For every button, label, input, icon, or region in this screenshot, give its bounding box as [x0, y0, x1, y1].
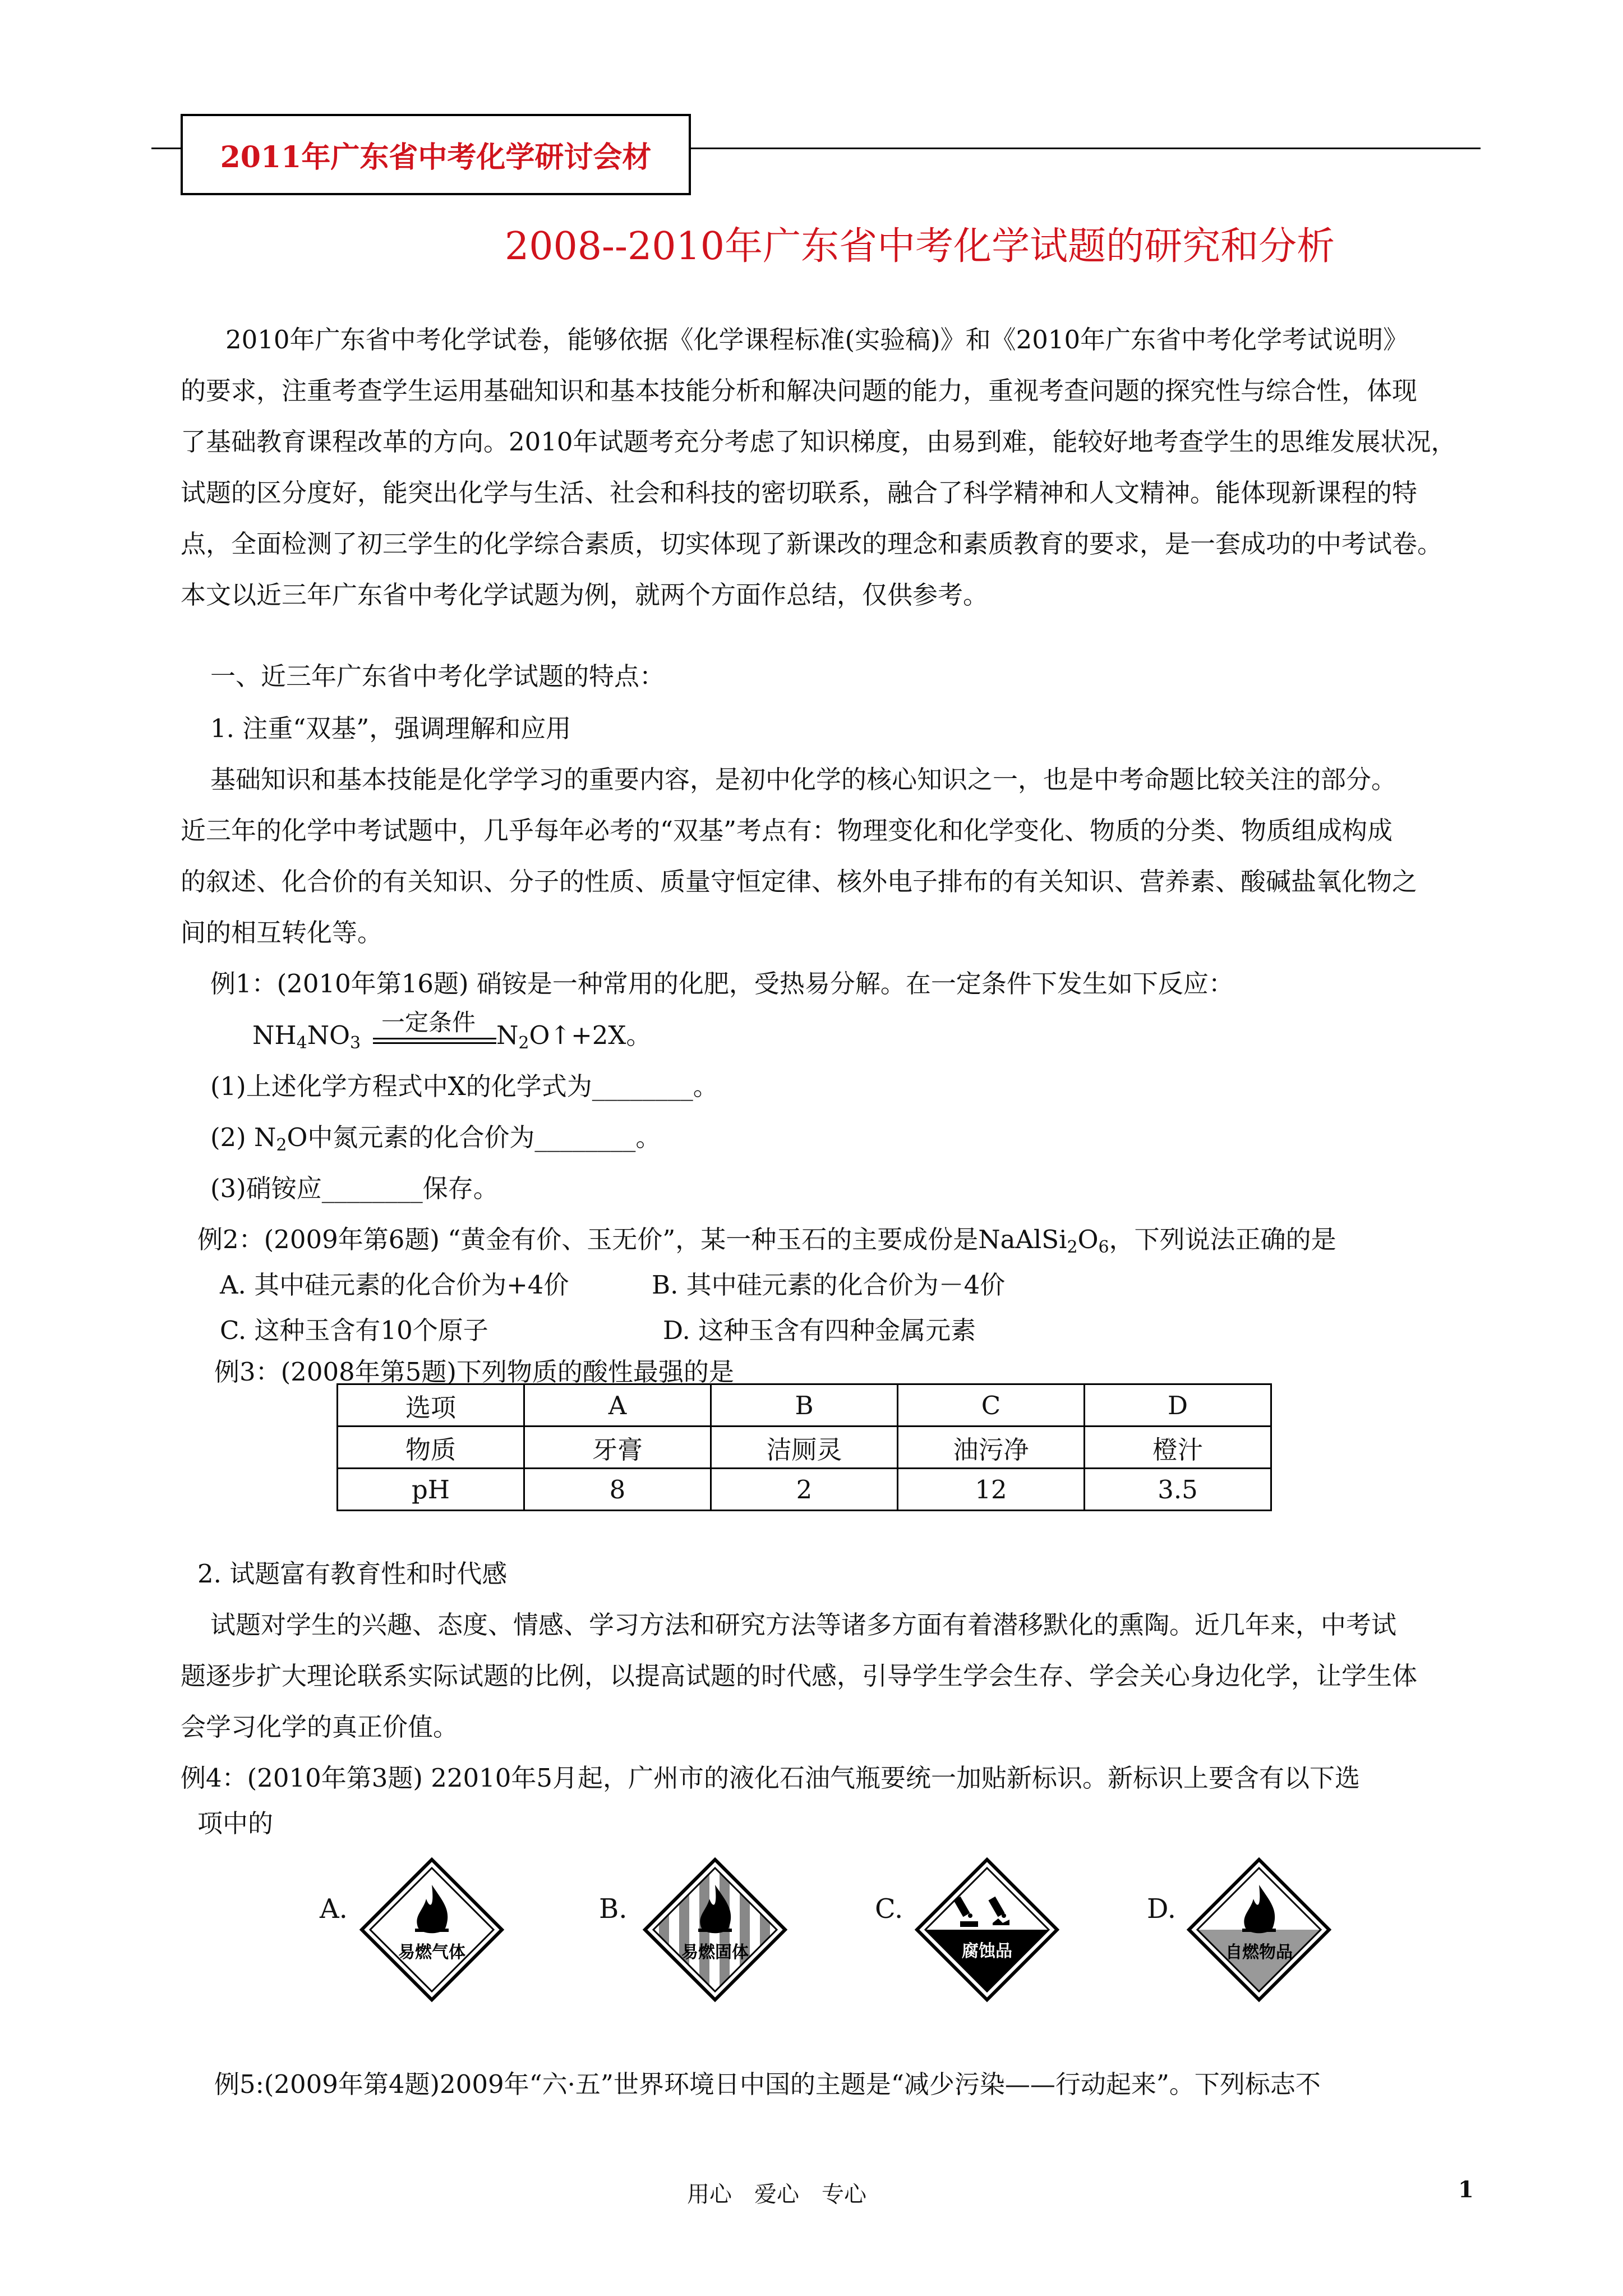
table-cell: 2 — [711, 1469, 898, 1511]
paragraph-line: 基础知识和基本技能是化学学习的重要内容，是初中化学的核心知识之一，也是中考命题比较关注的部分。 — [210, 765, 1397, 794]
example-3-stem: 例3：(2008年第5题)下列物质的酸性最强的是 — [214, 1357, 734, 1387]
header-label-box — [181, 114, 691, 195]
sign-label: 易燃固体 — [681, 1943, 749, 1962]
example-1-question-3: (3)硝铵应________保存。 — [210, 1174, 499, 1203]
sign-letter: A. — [320, 1893, 348, 1925]
ph-table — [336, 1383, 1272, 1511]
equation-reactant: $NH_4NO_3$ — [252, 1020, 361, 1053]
reaction-arrow-line — [373, 1038, 496, 1039]
table-cell: C — [898, 1384, 1085, 1427]
table-cell: pH — [338, 1469, 524, 1511]
table-cell: D — [1085, 1384, 1271, 1427]
table-row — [338, 1384, 1271, 1427]
table-row — [338, 1469, 1271, 1511]
flammable-solid-sign — [642, 1857, 788, 2003]
page-title: 2008--2010年广东省中考化学试题的研究和分析 — [505, 224, 1335, 269]
table-cell: 洁厕灵 — [711, 1427, 898, 1469]
point-heading: 2. 试题富有教育性和时代感 — [197, 1559, 508, 1589]
reaction-condition: 一定条件 — [381, 1009, 476, 1036]
flammable-gas-sign — [359, 1857, 505, 2003]
table-row — [338, 1427, 1271, 1469]
option-a: A. 其中硅元素的化合价为+4价 — [220, 1270, 569, 1300]
intro-line: 的要求，注重考查学生运用基础知识和基本技能分析和解决问题的能力，重视考查问题的探究性与综合性，体现 — [181, 376, 1418, 406]
page-number: 1 — [1458, 2177, 1474, 2203]
table-cell: B — [711, 1384, 898, 1427]
table-cell: A — [524, 1384, 711, 1427]
intro-line: 试题的区分度好，能突出化学与生活、社会和科技的密切联系，融合了科学精神和人文精神。能体现新课程的特 — [181, 478, 1418, 508]
reaction-arrow-line — [373, 1042, 496, 1044]
option-c: C. 这种玉含有10个原子 — [220, 1315, 488, 1345]
example-1-stem: 例1：(2010年第16题) 硝铵是一种常用的化肥，受热易分解。在一定条件下发生如下反应： — [210, 969, 1234, 999]
paragraph-line: 间的相互转化等。 — [181, 918, 383, 947]
example-4-stem: 例4：(2010年第3题) 22010年5月起，广州市的液化石油气瓶要统一加贴新标识。新标识上要含有以下选 — [181, 1763, 1360, 1793]
sign-letter: C. — [875, 1893, 903, 1925]
sign-label: 易燃气体 — [398, 1943, 465, 1962]
table-cell: 牙膏 — [524, 1427, 711, 1469]
equation-product: $N_2O↑+2X$。 — [496, 1020, 652, 1053]
paragraph-line: 的叙述、化合价的有关知识、分子的性质、质量守恒定律、核外电子排布的有关知识、营养素、酸碱盐氧化物之 — [181, 867, 1418, 896]
table-cell: 橙汁 — [1085, 1427, 1271, 1469]
paragraph-line: 近三年的化学中考试题中，几乎每年必考的“双基”考点有：物理变化和化学变化、物质的分类、物质组成构成 — [181, 816, 1393, 845]
corrosive-sign — [914, 1857, 1060, 2003]
spontaneously-combustible-sign — [1186, 1857, 1332, 2003]
table-cell: 8 — [524, 1469, 711, 1511]
table-cell: 3.5 — [1085, 1469, 1271, 1511]
intro-line: 本文以近三年广东省中考化学试题为例，就两个方面作总结，仅供参考。 — [181, 580, 989, 610]
sign-letter: B. — [599, 1893, 628, 1925]
example-1-question-1: (1)上述化学方程式中X的化学式为________。 — [210, 1071, 718, 1101]
header-label: 2011年广东省中考化学研讨会材 — [220, 140, 652, 174]
paragraph-line: 试题对学生的兴趣、态度、情感、学习方法和研究方法等诸多方面有着潜移默化的熏陶。近几年来，中考试 — [210, 1610, 1397, 1640]
paragraph-line: 会学习化学的真正价值。 — [181, 1712, 459, 1742]
footer-motto: 用心 爱心 专心 — [687, 2182, 866, 2207]
sign-label: 腐蚀品 — [962, 1941, 1012, 1961]
table-cell: 物质 — [338, 1427, 524, 1469]
example-5-stem: 例5:(2009年第4题)2009年“六·五”世界环境日中国的主题是“减少污染——行动起来”。下列标志不 — [214, 2069, 1321, 2099]
intro-line: 了基础教育课程改革的方向。2010年试题考充分考虑了知识梯度，由易到难，能较好地考查学生的思维发展状况， — [181, 427, 1456, 457]
intro-line: 点，全面检测了初三学生的化学综合素质，切实体现了新课改的理念和素质教育的要求，是一套成功的中考试卷。 — [181, 529, 1443, 559]
point-heading: 1. 注重“双基”，强调理解和应用 — [210, 714, 571, 743]
table-cell: 选项 — [338, 1384, 524, 1427]
sign-letter: D. — [1147, 1893, 1177, 1925]
table-cell: 油污净 — [898, 1427, 1085, 1469]
option-b: B. 其中硅元素的化合价为－4价 — [652, 1270, 1006, 1300]
example-4-stem-cont: 项中的 — [197, 1809, 274, 1838]
example-2-stem: 例2：(2009年第6题) “黄金有价、玉无价”，某一种玉石的主要成份是$NaAlSi_2O_6$，下列说法正确的是 — [197, 1225, 1336, 1257]
paragraph-line: 题逐步扩大理论联系实际试题的比例，以提高试题的时代感，引导学生学会生存、学会关心身边化学，让学生体 — [181, 1661, 1418, 1691]
section-heading: 一、近三年广东省中考化学试题的特点： — [210, 661, 665, 691]
intro-line: 2010年广东省中考化学试卷，能够依据《化学课程标准(实验稿)》和《2010年广东省中考化学考试说明》 — [225, 325, 1409, 355]
table-cell: 12 — [898, 1469, 1085, 1511]
option-d: D. 这种玉含有四种金属元素 — [663, 1315, 976, 1345]
sign-label: 自燃物品 — [1225, 1943, 1293, 1962]
example-1-question-2: (2) $N_2O$中氮元素的化合价为________。 — [210, 1122, 661, 1155]
